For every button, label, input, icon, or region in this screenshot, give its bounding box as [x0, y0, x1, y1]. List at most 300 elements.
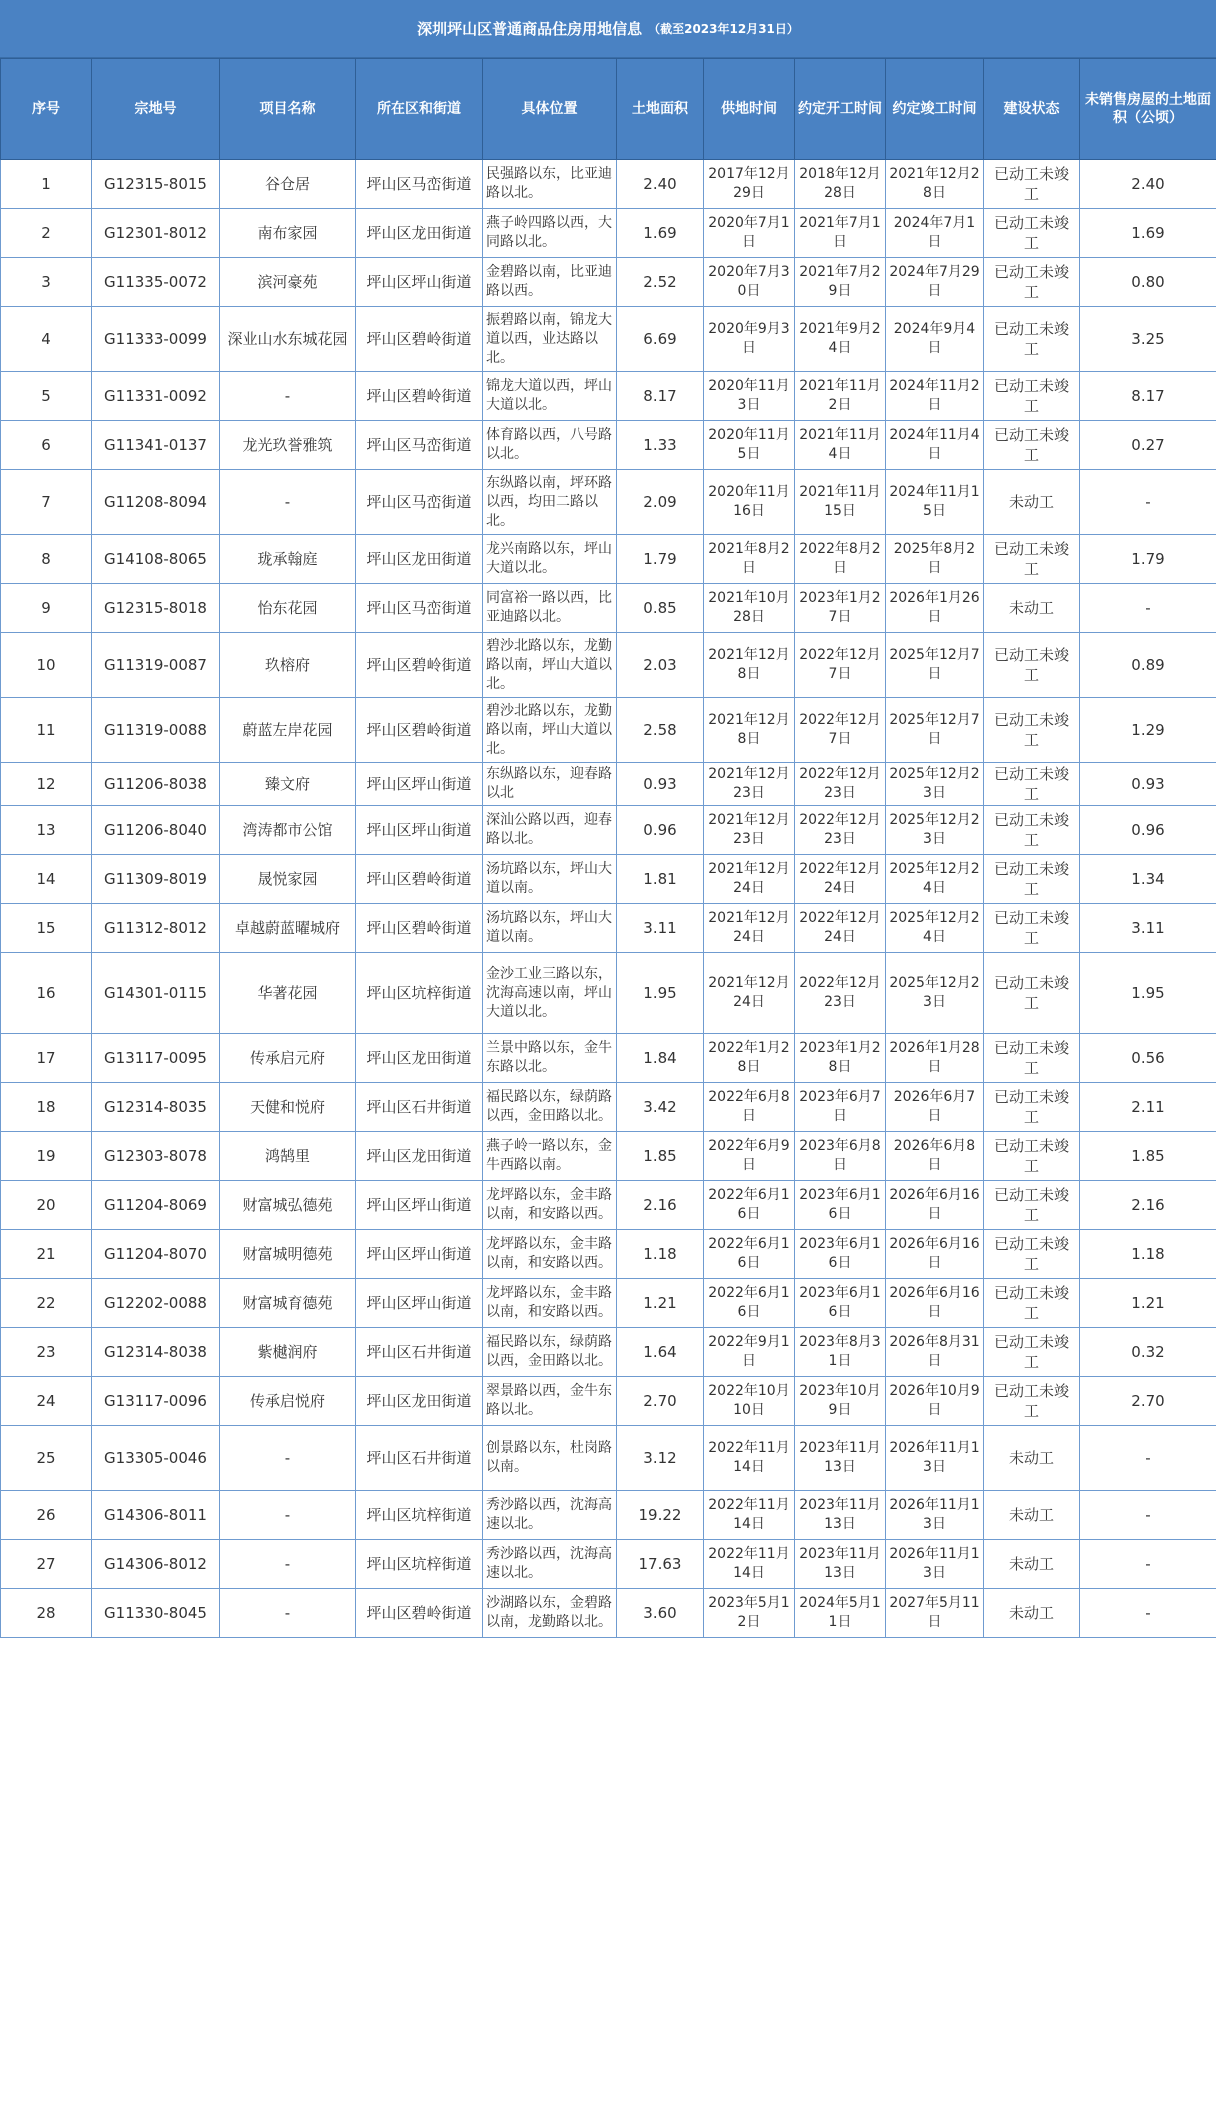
table-cell: 珑承翰庭 [220, 535, 356, 584]
table-row [1, 258, 1216, 307]
table-cell: 坪山区碧岭街道 [356, 855, 483, 904]
table-cell: 25 [1, 1426, 92, 1491]
table-cell: 2022年12月24日 [795, 904, 886, 953]
table-cell: 传承启元府 [220, 1034, 356, 1083]
table-cell: 坪山区碧岭街道 [356, 698, 483, 763]
table-cell: 蔚蓝左岸花园 [220, 698, 356, 763]
table-cell: 2022年12月23日 [795, 953, 886, 1034]
table-cell: G14108-8065 [92, 535, 220, 584]
table-cell: 2023年6月7日 [795, 1083, 886, 1132]
table-cell: 传承启悦府 [220, 1377, 356, 1426]
table-row [1, 1132, 1216, 1181]
column-header: 土地面积 [617, 59, 704, 160]
table-cell: 2021年12月8日 [704, 698, 795, 763]
table-cell: 创景路以东，杜岗路以南。 [483, 1426, 617, 1491]
table-cell: 体育路以西，八号路以北。 [483, 421, 617, 470]
table-cell: 未动工 [984, 1540, 1080, 1589]
table-body [1, 160, 1216, 1638]
table-cell: 15 [1, 904, 92, 953]
table-cell: 坪山区碧岭街道 [356, 1589, 483, 1638]
table-cell: 已动工未竣工 [984, 1181, 1080, 1230]
table-row [1, 1540, 1216, 1589]
table-cell: 2021年11月15日 [795, 470, 886, 535]
table-cell: G11312-8012 [92, 904, 220, 953]
table-cell: 2025年12月7日 [886, 633, 984, 698]
table-cell: 1.34 [1080, 855, 1216, 904]
table-cell: 0.93 [617, 763, 704, 806]
table-cell: 3 [1, 258, 92, 307]
table-cell: 龙光玖誉雅筑 [220, 421, 356, 470]
table-row [1, 633, 1216, 698]
table-cell: 1.85 [617, 1132, 704, 1181]
table-cell: 2022年11月14日 [704, 1540, 795, 1589]
table-cell: 未动工 [984, 1426, 1080, 1491]
table-cell: 28 [1, 1589, 92, 1638]
table-cell: G11341-0137 [92, 421, 220, 470]
table-cell: 湾涛都市公馆 [220, 806, 356, 855]
table-cell: 2021年7月29日 [795, 258, 886, 307]
table-cell: 深业山水东城花园 [220, 307, 356, 372]
table-cell: 2.11 [1080, 1083, 1216, 1132]
table-cell: 0.85 [617, 584, 704, 633]
table-cell: 2022年6月9日 [704, 1132, 795, 1181]
table-cell: 2022年8月2日 [795, 535, 886, 584]
table-cell: 汤坑路以东，坪山大道以南。 [483, 855, 617, 904]
table-cell: - [1080, 584, 1216, 633]
table-cell: - [1080, 1491, 1216, 1540]
table-row [1, 806, 1216, 855]
table-cell: 21 [1, 1230, 92, 1279]
table-cell: 2023年11月13日 [795, 1540, 886, 1589]
table-cell: 0.56 [1080, 1034, 1216, 1083]
table-cell: 1.33 [617, 421, 704, 470]
table-cell: 2024年11月15日 [886, 470, 984, 535]
table-cell: 紫樾润府 [220, 1328, 356, 1377]
table-cell: 1.85 [1080, 1132, 1216, 1181]
table-cell: 2026年6月7日 [886, 1083, 984, 1132]
table-cell: 坪山区坪山街道 [356, 258, 483, 307]
table-cell: 振碧路以南，锦龙大道以西，业达路以北。 [483, 307, 617, 372]
table-cell: 11 [1, 698, 92, 763]
table-cell: 已动工未竣工 [984, 1279, 1080, 1328]
table-cell: 坪山区坑梓街道 [356, 1491, 483, 1540]
table-cell: 坪山区马峦街道 [356, 421, 483, 470]
table-cell: G11309-8019 [92, 855, 220, 904]
table-cell: 1.18 [617, 1230, 704, 1279]
column-header: 宗地号 [92, 59, 220, 160]
table-cell: 0.96 [617, 806, 704, 855]
table-cell: 2024年5月11日 [795, 1589, 886, 1638]
table-cell: 1.84 [617, 1034, 704, 1083]
table-cell: 2022年6月16日 [704, 1279, 795, 1328]
table-cell: G12314-8038 [92, 1328, 220, 1377]
table-cell: G14306-8012 [92, 1540, 220, 1589]
table-cell: 2023年1月28日 [795, 1034, 886, 1083]
table-cell: 未动工 [984, 1589, 1080, 1638]
table-cell: 2021年10月28日 [704, 584, 795, 633]
table-cell: 已动工未竣工 [984, 855, 1080, 904]
table-row [1, 1426, 1216, 1491]
table-cell: 2022年12月24日 [795, 855, 886, 904]
table-cell: 2.40 [1080, 160, 1216, 209]
table-cell: 2.09 [617, 470, 704, 535]
table-cell: 已动工未竣工 [984, 698, 1080, 763]
table-cell: 2022年1月28日 [704, 1034, 795, 1083]
table-cell: 7 [1, 470, 92, 535]
table-cell: 2021年7月1日 [795, 209, 886, 258]
table-cell: 9 [1, 584, 92, 633]
table-cell: 2022年6月16日 [704, 1230, 795, 1279]
table-cell: 秀沙路以西，沈海高速以北。 [483, 1540, 617, 1589]
table-cell: 2026年6月8日 [886, 1132, 984, 1181]
table-cell: 已动工未竣工 [984, 1132, 1080, 1181]
table-cell: 锦龙大道以西，坪山大道以北。 [483, 372, 617, 421]
table-cell: 26 [1, 1491, 92, 1540]
table-cell: 已动工未竣工 [984, 307, 1080, 372]
table-cell: 1.79 [1080, 535, 1216, 584]
table-cell: G12315-8015 [92, 160, 220, 209]
table-subtitle: （截至2023年12月31日） [648, 22, 799, 36]
table-cell: 已动工未竣工 [984, 904, 1080, 953]
column-header: 未销售房屋的土地面积（公顷） [1080, 59, 1216, 160]
table-cell: 2020年11月16日 [704, 470, 795, 535]
table-cell: 1.69 [1080, 209, 1216, 258]
table-cell: 0.80 [1080, 258, 1216, 307]
table-cell: 2022年9月1日 [704, 1328, 795, 1377]
table-cell: 坪山区碧岭街道 [356, 372, 483, 421]
table-cell: 2022年10月10日 [704, 1377, 795, 1426]
table-cell: G11319-0088 [92, 698, 220, 763]
table-cell: 2023年10月9日 [795, 1377, 886, 1426]
table-cell: G12315-8018 [92, 584, 220, 633]
table-row [1, 209, 1216, 258]
table-cell: 2017年12月29日 [704, 160, 795, 209]
table-cell: 3.11 [1080, 904, 1216, 953]
table-cell: 2021年11月4日 [795, 421, 886, 470]
table-cell: 坪山区碧岭街道 [356, 904, 483, 953]
table-cell: G14301-0115 [92, 953, 220, 1034]
table-cell: 坪山区坪山街道 [356, 763, 483, 806]
table-cell: 2026年1月28日 [886, 1034, 984, 1083]
table-cell: G12301-8012 [92, 209, 220, 258]
table-cell: 财富城明德苑 [220, 1230, 356, 1279]
table-cell: 19 [1, 1132, 92, 1181]
table-cell: 坪山区石井街道 [356, 1083, 483, 1132]
table-cell: 1.21 [617, 1279, 704, 1328]
table-cell: 2.58 [617, 698, 704, 763]
table-cell: G12303-8078 [92, 1132, 220, 1181]
table-cell: 27 [1, 1540, 92, 1589]
table-cell: 17.63 [617, 1540, 704, 1589]
table-cell: - [220, 1426, 356, 1491]
table-cell: 已动工未竣工 [984, 209, 1080, 258]
table-cell: 2023年1月27日 [795, 584, 886, 633]
table-cell: G11206-8038 [92, 763, 220, 806]
table-cell: G11333-0099 [92, 307, 220, 372]
table-cell: 已动工未竣工 [984, 953, 1080, 1034]
table-row [1, 1083, 1216, 1132]
table-cell: - [1080, 1540, 1216, 1589]
table-cell: - [220, 1491, 356, 1540]
table-cell: 坪山区龙田街道 [356, 1132, 483, 1181]
column-header: 序号 [1, 59, 92, 160]
table-cell: 0.93 [1080, 763, 1216, 806]
table-cell: 2023年6月16日 [795, 1279, 886, 1328]
table-cell: G14306-8011 [92, 1491, 220, 1540]
table-cell: 民强路以东，比亚迪路以北。 [483, 160, 617, 209]
table-cell: 龙坪路以东，金丰路以南，和安路以西。 [483, 1230, 617, 1279]
table-cell: 2025年12月24日 [886, 904, 984, 953]
table-cell: - [220, 372, 356, 421]
table-row [1, 953, 1216, 1034]
table-cell: 2021年12月24日 [704, 855, 795, 904]
table-cell: 2026年6月16日 [886, 1181, 984, 1230]
table-cell: 沙湖路以东，金碧路以南，龙勤路以北。 [483, 1589, 617, 1638]
table-cell: 2023年6月16日 [795, 1230, 886, 1279]
table-cell: 1 [1, 160, 92, 209]
table-cell: 2023年11月13日 [795, 1491, 886, 1540]
table-cell: 1.95 [1080, 953, 1216, 1034]
table-cell: 2025年8月2日 [886, 535, 984, 584]
table-cell: 财富城弘德苑 [220, 1181, 356, 1230]
table-cell: 23 [1, 1328, 92, 1377]
table-cell: 2021年12月23日 [704, 763, 795, 806]
table-cell: 已动工未竣工 [984, 1034, 1080, 1083]
table-cell: - [1080, 1426, 1216, 1491]
table-title: 深圳坪山区普通商品住房用地信息 [417, 20, 643, 38]
table-cell: 南布家园 [220, 209, 356, 258]
table-row [1, 1230, 1216, 1279]
table-cell: 谷仓居 [220, 160, 356, 209]
table-cell: G12202-0088 [92, 1279, 220, 1328]
table-cell: 24 [1, 1377, 92, 1426]
table-cell: 2026年11月13日 [886, 1426, 984, 1491]
table-cell: 2025年12月7日 [886, 698, 984, 763]
table-cell: G11204-8070 [92, 1230, 220, 1279]
table-cell: 坪山区石井街道 [356, 1328, 483, 1377]
table-cell: 2 [1, 209, 92, 258]
table-cell: 金沙工业三路以东，沈海高速以南，坪山大道以北。 [483, 953, 617, 1034]
table-cell: 8 [1, 535, 92, 584]
table-cell: 已动工未竣工 [984, 1083, 1080, 1132]
table-cell: 未动工 [984, 1491, 1080, 1540]
table-cell: 坪山区坪山街道 [356, 1181, 483, 1230]
table-cell: 深汕公路以西，迎春路以北。 [483, 806, 617, 855]
table-cell: 18 [1, 1083, 92, 1132]
table-cell: 2026年11月13日 [886, 1540, 984, 1589]
table-cell: 2026年1月26日 [886, 584, 984, 633]
table-row [1, 584, 1216, 633]
table-cell: G13117-0095 [92, 1034, 220, 1083]
table-cell: - [220, 1589, 356, 1638]
table-cell: 19.22 [617, 1491, 704, 1540]
table-cell: 0.89 [1080, 633, 1216, 698]
table-cell: 2023年5月12日 [704, 1589, 795, 1638]
table-cell: 已动工未竣工 [984, 763, 1080, 806]
table-row [1, 1279, 1216, 1328]
table-cell: 2.16 [617, 1181, 704, 1230]
table-cell: 1.79 [617, 535, 704, 584]
table-cell: 2026年11月13日 [886, 1491, 984, 1540]
table-cell: 2021年12月23日 [704, 806, 795, 855]
table-cell: 2.40 [617, 160, 704, 209]
table-cell: - [220, 1540, 356, 1589]
table-cell: 2018年12月28日 [795, 160, 886, 209]
table-cell: G11208-8094 [92, 470, 220, 535]
table-cell: 2023年6月16日 [795, 1181, 886, 1230]
table-cell: 3.11 [617, 904, 704, 953]
table-cell: 1.95 [617, 953, 704, 1034]
table-cell: 2022年11月14日 [704, 1426, 795, 1491]
table-cell: 已动工未竣工 [984, 421, 1080, 470]
table-cell: 2027年5月11日 [886, 1589, 984, 1638]
table-cell: 已动工未竣工 [984, 160, 1080, 209]
table-cell: G11319-0087 [92, 633, 220, 698]
table-cell: 1.29 [1080, 698, 1216, 763]
table-cell: 5 [1, 372, 92, 421]
table-cell: G12314-8035 [92, 1083, 220, 1132]
column-header: 约定竣工时间 [886, 59, 984, 160]
table-cell: 坪山区马峦街道 [356, 584, 483, 633]
table-cell: 福民路以东，绿荫路以西，金田路以北。 [483, 1083, 617, 1132]
table-cell: 已动工未竣工 [984, 633, 1080, 698]
table-cell: 2023年8月31日 [795, 1328, 886, 1377]
table-cell: G13305-0046 [92, 1426, 220, 1491]
table-cell: 0.27 [1080, 421, 1216, 470]
table-cell: 龙坪路以东，金丰路以南，和安路以西。 [483, 1181, 617, 1230]
table-row [1, 763, 1216, 806]
table-cell: - [1080, 470, 1216, 535]
table-row [1, 372, 1216, 421]
table-cell: 1.64 [617, 1328, 704, 1377]
table-cell: 燕子岭四路以西，大同路以北。 [483, 209, 617, 258]
table-cell: 坪山区石井街道 [356, 1426, 483, 1491]
table-cell: 2024年11月4日 [886, 421, 984, 470]
table-cell: 燕子岭一路以东，金牛西路以南。 [483, 1132, 617, 1181]
table-cell: 2020年7月1日 [704, 209, 795, 258]
table-row [1, 1181, 1216, 1230]
table-cell: 坪山区马峦街道 [356, 160, 483, 209]
table-cell: 2020年11月3日 [704, 372, 795, 421]
table-cell: 天健和悦府 [220, 1083, 356, 1132]
table-cell: 2020年11月5日 [704, 421, 795, 470]
table-cell: G13117-0096 [92, 1377, 220, 1426]
table-cell: 2022年11月14日 [704, 1491, 795, 1540]
table-cell: 2021年12月8日 [704, 633, 795, 698]
table-cell: 同富裕一路以西，比亚迪路以北。 [483, 584, 617, 633]
table-cell: 2021年9月24日 [795, 307, 886, 372]
table-cell: 2026年6月16日 [886, 1230, 984, 1279]
table-cell: 兰景中路以东，金牛东路以北。 [483, 1034, 617, 1083]
table-cell: 2024年9月4日 [886, 307, 984, 372]
table-cell: 14 [1, 855, 92, 904]
table-cell: 2021年8月2日 [704, 535, 795, 584]
table-cell: 碧沙北路以东，龙勤路以南，坪山大道以北。 [483, 698, 617, 763]
table-cell: 已动工未竣工 [984, 535, 1080, 584]
table-row [1, 904, 1216, 953]
column-header: 具体位置 [483, 59, 617, 160]
table-cell: 2022年6月8日 [704, 1083, 795, 1132]
table-cell: 东纵路以南，坪环路以西，均田二路以北。 [483, 470, 617, 535]
table-cell: 福民路以东，绿荫路以西，金田路以北。 [483, 1328, 617, 1377]
table-row [1, 1589, 1216, 1638]
table-cell: 2025年12月23日 [886, 806, 984, 855]
table-cell: 2025年12月24日 [886, 855, 984, 904]
header-row [1, 59, 1216, 160]
table-cell: G11330-8045 [92, 1589, 220, 1638]
table-cell: 已动工未竣工 [984, 258, 1080, 307]
table-cell: 已动工未竣工 [984, 1377, 1080, 1426]
table-row [1, 470, 1216, 535]
table-cell: 坪山区坑梓街道 [356, 1540, 483, 1589]
table-cell: 臻文府 [220, 763, 356, 806]
table-cell: 卓越蔚蓝曜城府 [220, 904, 356, 953]
table-cell: G11335-0072 [92, 258, 220, 307]
table-cell: 龙兴南路以东，坪山大道以北。 [483, 535, 617, 584]
table-row [1, 1491, 1216, 1540]
table-cell: 怡东花园 [220, 584, 356, 633]
table-cell: 2026年6月16日 [886, 1279, 984, 1328]
table-cell: 已动工未竣工 [984, 372, 1080, 421]
table-cell: 财富城育德苑 [220, 1279, 356, 1328]
table-row [1, 160, 1216, 209]
table-cell: 坪山区碧岭街道 [356, 307, 483, 372]
table-cell: 坪山区坑梓街道 [356, 953, 483, 1034]
table-cell: 已动工未竣工 [984, 1328, 1080, 1377]
table-cell: 2.03 [617, 633, 704, 698]
table-cell: 2.70 [617, 1377, 704, 1426]
table-cell: 8.17 [617, 372, 704, 421]
column-header: 供地时间 [704, 59, 795, 160]
table-cell: 1.21 [1080, 1279, 1216, 1328]
table-cell: 2024年7月1日 [886, 209, 984, 258]
table-cell: 0.32 [1080, 1328, 1216, 1377]
table-cell: G11204-8069 [92, 1181, 220, 1230]
table-cell: 华著花园 [220, 953, 356, 1034]
table-cell: 13 [1, 806, 92, 855]
table-cell: 1.18 [1080, 1230, 1216, 1279]
table-cell: 翠景路以西，金牛东路以北。 [483, 1377, 617, 1426]
table-cell: 6.69 [617, 307, 704, 372]
table-cell: 坪山区坪山街道 [356, 1279, 483, 1328]
table-cell: 1.81 [617, 855, 704, 904]
table-cell: 8.17 [1080, 372, 1216, 421]
table-cell: G11206-8040 [92, 806, 220, 855]
table-cell: 未动工 [984, 470, 1080, 535]
table-cell: 坪山区马峦街道 [356, 470, 483, 535]
table-cell: 1.69 [617, 209, 704, 258]
table-cell: 2020年7月30日 [704, 258, 795, 307]
table-row [1, 698, 1216, 763]
table-cell: 3.60 [617, 1589, 704, 1638]
land-info-table [0, 58, 1216, 1638]
table-row [1, 855, 1216, 904]
table-cell: 已动工未竣工 [984, 806, 1080, 855]
table-cell: 2023年11月13日 [795, 1426, 886, 1491]
table-row [1, 421, 1216, 470]
table-cell: 坪山区坪山街道 [356, 1230, 483, 1279]
table-cell: 金碧路以南，比亚迪路以西。 [483, 258, 617, 307]
table-cell: 2022年12月23日 [795, 806, 886, 855]
table-cell: 2021年12月24日 [704, 904, 795, 953]
table-cell: 2021年11月2日 [795, 372, 886, 421]
table-cell: 2021年12月24日 [704, 953, 795, 1034]
table-cell: 玖榕府 [220, 633, 356, 698]
column-header: 约定开工时间 [795, 59, 886, 160]
table-cell: 3.42 [617, 1083, 704, 1132]
table-cell: 0.96 [1080, 806, 1216, 855]
table-cell: 2.70 [1080, 1377, 1216, 1426]
